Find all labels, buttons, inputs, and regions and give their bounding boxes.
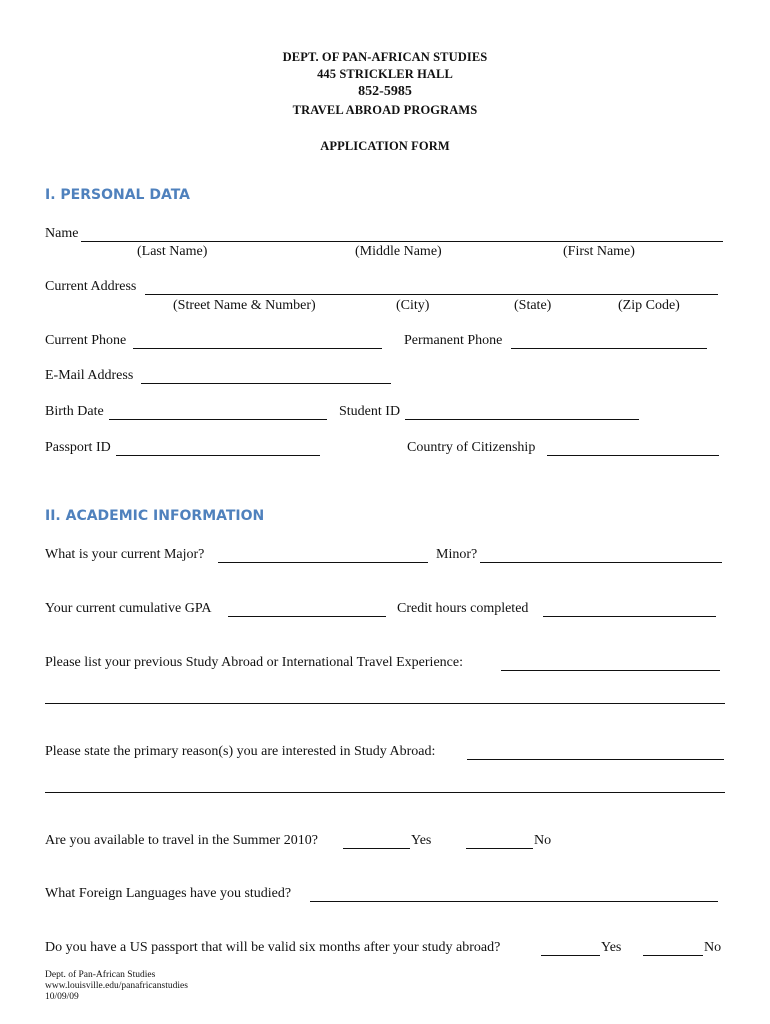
footer-dept: Dept. of Pan-African Studies (45, 970, 156, 980)
us-passport-yes-field[interactable] (541, 955, 600, 956)
summer-yes-field[interactable] (343, 848, 410, 849)
experience-label: Please list your previous Study Abroad or International Travel Experience: (45, 655, 463, 670)
minor-field[interactable] (480, 562, 722, 563)
summer-yes-label: Yes (411, 833, 432, 848)
current-phone-label: Current Phone (45, 333, 127, 348)
credit-hours-label: Credit hours completed (397, 601, 529, 616)
last-name-hint: (Last Name) (137, 244, 208, 259)
footer-url: www.louisville.edu/panafricanstudies (45, 981, 188, 991)
summer-label: Are you available to travel in the Summer 2010? (45, 833, 318, 848)
passport-id-label: Passport ID (45, 440, 111, 455)
footer (45, 970, 188, 1003)
form-title: APPLICATION FORM (320, 139, 450, 153)
birth-date-field[interactable] (109, 419, 327, 420)
summer-no-field[interactable] (466, 848, 533, 849)
credit-hours-field[interactable] (543, 616, 716, 617)
email-label: E-Mail Address (45, 368, 134, 383)
reason-field-line-2[interactable] (45, 792, 725, 793)
first-name-hint: (First Name) (563, 244, 635, 259)
student-id-label: Student ID (339, 404, 401, 419)
footer-date: 10/09/09 (45, 992, 79, 1002)
summer-no-label: No (534, 833, 552, 848)
dept-name: DEPT. OF PAN-AFRICAN STUDIES (282, 50, 488, 64)
birth-date-label: Birth Date (45, 404, 104, 419)
us-passport-no-field[interactable] (643, 955, 703, 956)
citizenship-field[interactable] (547, 455, 719, 456)
middle-name-hint: (Middle Name) (355, 244, 442, 259)
us-passport-no-label: No (704, 940, 722, 955)
reason-field[interactable] (467, 759, 724, 760)
zip-hint: (Zip Code) (618, 298, 680, 313)
passport-id-field[interactable] (116, 455, 320, 456)
current-phone-field[interactable] (133, 348, 382, 349)
minor-label: Minor? (436, 547, 478, 562)
dept-address: 445 STRICKLER HALL (317, 67, 453, 81)
street-hint: (Street Name & Number) (173, 298, 316, 313)
state-hint: (State) (514, 298, 552, 313)
program-title: TRAVEL ABROAD PROGRAMS (292, 103, 478, 117)
city-hint: (City) (396, 298, 430, 313)
name-label: Name (45, 226, 79, 241)
student-id-field[interactable] (405, 419, 639, 420)
permanent-phone-field[interactable] (511, 348, 707, 349)
dept-phone: 852-5985 (358, 84, 412, 99)
experience-field-line-2[interactable] (45, 703, 725, 704)
languages-label: What Foreign Languages have you studied? (45, 886, 292, 901)
address-label: Current Address (45, 279, 137, 294)
languages-field[interactable] (310, 901, 718, 902)
citizenship-label: Country of Citizenship (407, 440, 536, 455)
section-personal-heading: I. PERSONAL DATA (45, 187, 191, 203)
major-label: What is your current Major? (45, 547, 205, 562)
permanent-phone-label: Permanent Phone (404, 333, 503, 348)
major-field[interactable] (218, 562, 428, 563)
us-passport-yes-label: Yes (601, 940, 622, 955)
section-academic-heading: II. ACADEMIC INFORMATION (45, 508, 265, 524)
address-field[interactable] (145, 294, 718, 295)
reason-label: Please state the primary reason(s) you are interested in Study Abroad: (45, 744, 436, 759)
gpa-label: Your current cumulative GPA (45, 601, 212, 616)
email-field[interactable] (141, 383, 391, 384)
name-field[interactable] (81, 241, 723, 242)
gpa-field[interactable] (228, 616, 386, 617)
experience-field[interactable] (501, 670, 720, 671)
us-passport-label: Do you have a US passport that will be valid six months after your study abroad? (45, 940, 501, 955)
